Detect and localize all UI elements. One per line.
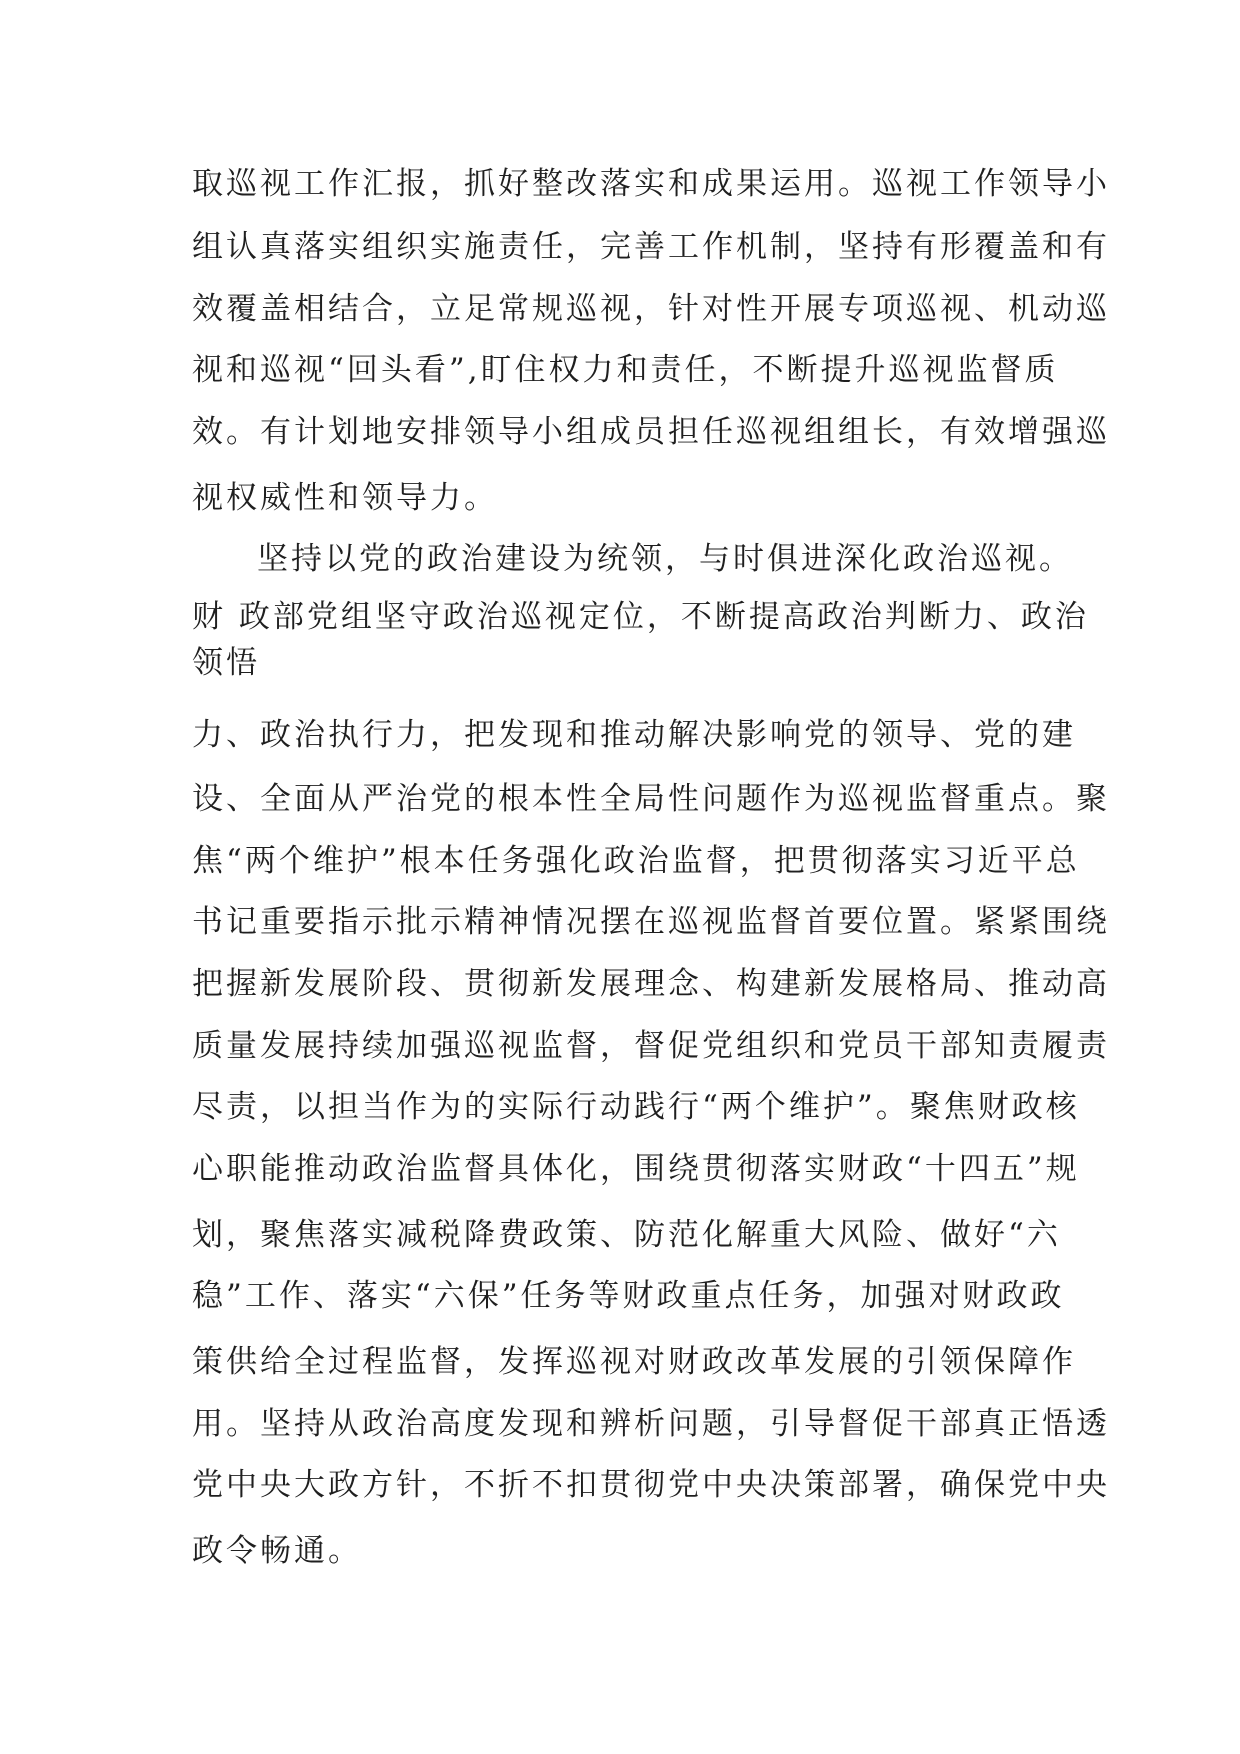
text-line: 视权威性和领导力。 xyxy=(192,480,498,516)
text-line: 尽责，以担当作为的实际行动践行“两个维护”。聚焦财政核 xyxy=(192,1089,1080,1125)
text-line: 政令畅通。 xyxy=(192,1533,362,1569)
text-line: 用。坚持从政治高度发现和辨析问题，引导督促干部真正悟透 xyxy=(192,1406,1110,1442)
text-line: 设、全面从严治党的根本性全局性问题作为巡视监督重点。聚 xyxy=(192,781,1110,817)
text-line: 焦“两个维护”根本任务强化政治监督，把贯彻落实习近平总 xyxy=(192,843,1080,879)
text-line: 效。有计划地安排领导小组成员担任巡视组组长，有效增强巡 xyxy=(192,414,1110,450)
text-line: 书记重要指示批示精神情况摆在巡视监督首要位置。紧紧围绕 xyxy=(192,904,1110,940)
text-line: 视和巡视“回头看”,盯住权力和责任，不断提升巡视监督质 xyxy=(192,352,1059,388)
text-line: 划，聚焦落实减税降费政策、防范化解重大风险、做好“六 xyxy=(192,1217,1061,1253)
text-line: 效覆盖相结合，立足常规巡视，针对性开展专项巡视、机动巡 xyxy=(192,291,1110,327)
text-line: 领悟 xyxy=(192,645,260,681)
text-line: 稳”工作、落实“六保”任务等财政重点任务，加强对财政政 xyxy=(192,1278,1065,1314)
text-line: 组认真落实组织实施责任，完善工作机制，坚持有形覆盖和有 xyxy=(192,229,1110,265)
text-line: 把握新发展阶段、贯彻新发展理念、构建新发展格局、推动高 xyxy=(192,966,1110,1002)
text-line: 心职能推动政治监督具体化，围绕贯彻落实财政“十四五”规 xyxy=(192,1151,1080,1187)
text-line: 取巡视工作汇报，抓好整改落实和成果运用。巡视工作领导小 xyxy=(192,166,1110,202)
text-line: 财 政部党组坚守政治巡视定位，不断提高政治判断力、政治 xyxy=(192,599,1089,635)
text-line: 策供给全过程监督，发挥巡视对财政改革发展的引领保障作 xyxy=(192,1344,1076,1380)
paragraph-first-line: 坚持以党的政治建设为统领，与时俱进深化政治巡视。 xyxy=(257,541,1073,577)
text-line: 党中央大政方针，不折不扣贯彻党中央决策部署，确保党中央 xyxy=(192,1467,1110,1503)
text-line: 力、政治执行力，把发现和推动解决影响党的领导、党的建 xyxy=(192,717,1076,753)
text-line: 质量发展持续加强巡视监督，督促党组织和党员干部知责履责 xyxy=(192,1028,1110,1064)
